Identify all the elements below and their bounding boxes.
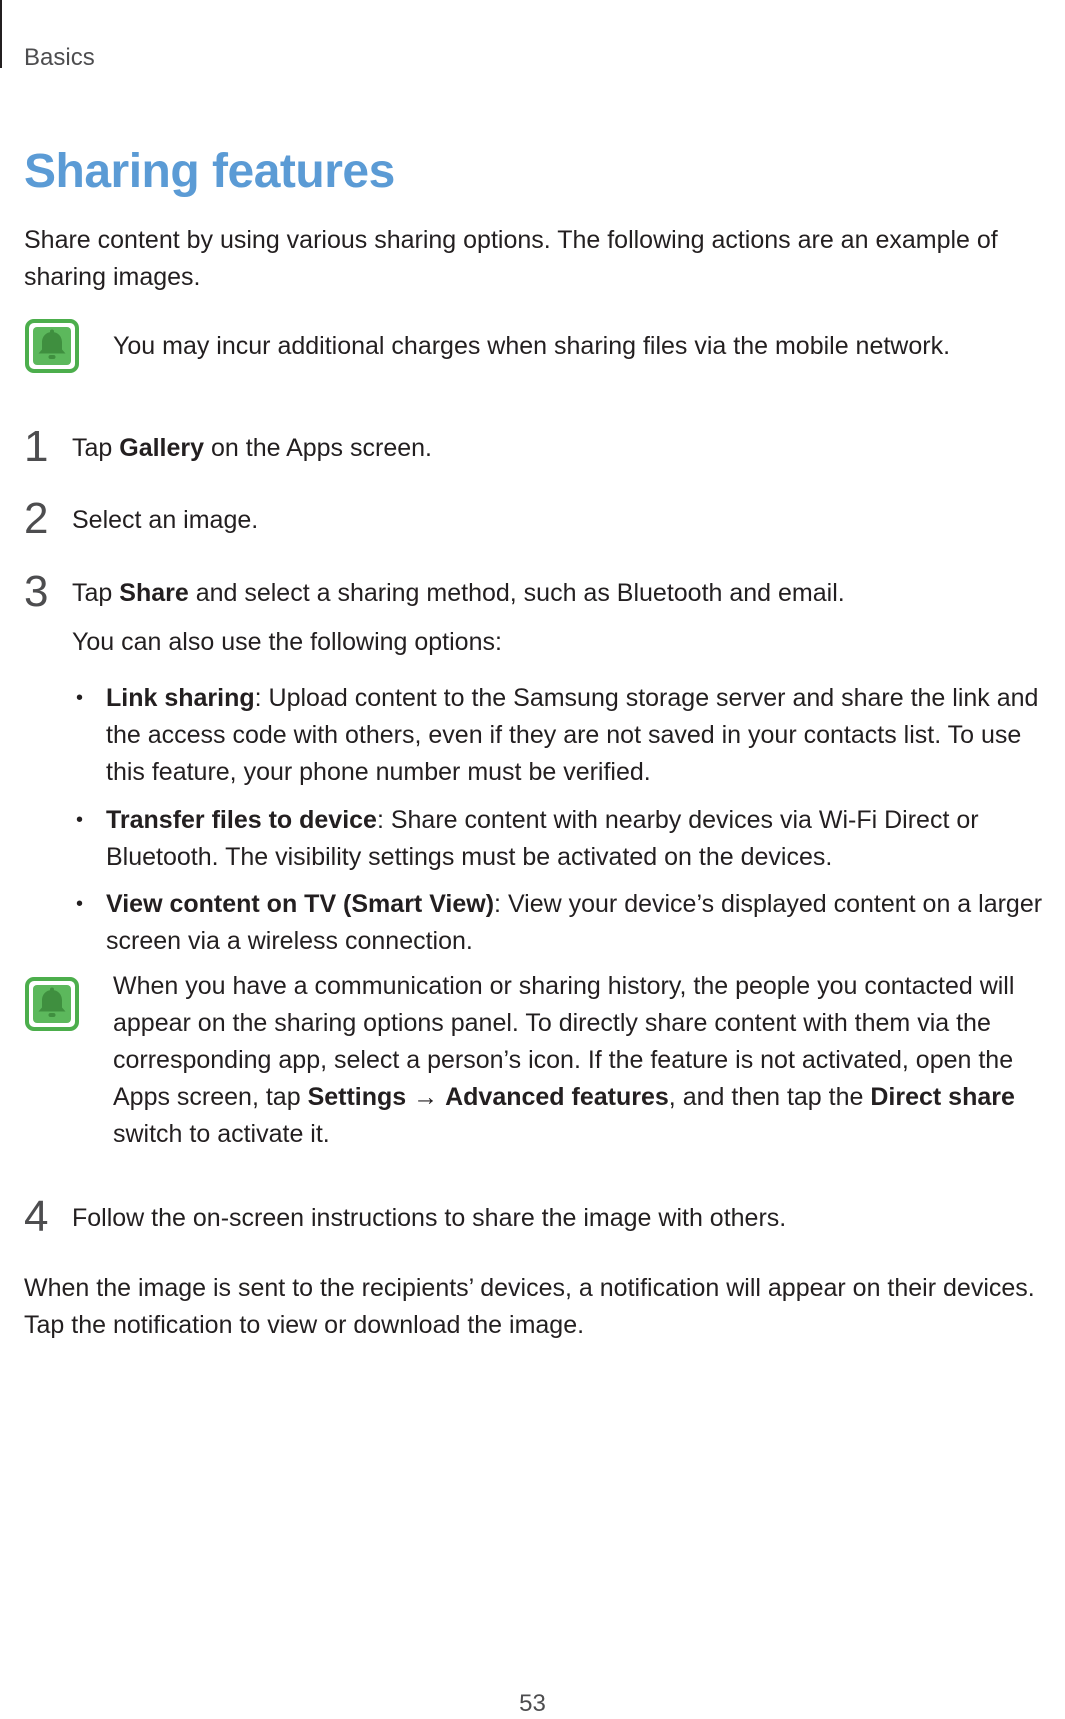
- step-number: 4: [24, 1192, 49, 1241]
- bullet-bold: View content on TV (Smart View): [106, 890, 495, 918]
- step-text: [72, 575, 1052, 612]
- step-number: 2: [24, 494, 49, 543]
- section-header: Basics: [24, 44, 95, 71]
- bullet-dot: •: [76, 893, 84, 915]
- step-3: [24, 567, 1054, 616]
- note-text-part: switch to activate it.: [113, 1120, 330, 1148]
- bullet-bold: Transfer files to device: [106, 806, 377, 834]
- bell-notice-icon: [24, 318, 80, 374]
- step-number: 1: [24, 422, 49, 471]
- bullet-dot: •: [76, 687, 84, 709]
- note-direct-share-text: [113, 968, 1058, 1153]
- bullet-text: [106, 886, 1065, 960]
- header-rule: [0, 0, 2, 68]
- bullet-transfer-files: [72, 802, 1062, 878]
- note-charges-text: You may incur additional charges when sharing files via the mobile network.: [113, 332, 951, 360]
- step-text: Follow the on-screen instructions to share the image with others.: [72, 1204, 787, 1232]
- step-text-bold: Share: [119, 579, 189, 607]
- step-text-post: and select a sharing method, such as Bluetooth and email.: [188, 579, 845, 607]
- note-charges: [24, 318, 1054, 374]
- step-text: Select an image.: [72, 506, 259, 534]
- bullet-smart-view: [72, 886, 1062, 962]
- bullet-dot: •: [76, 809, 84, 831]
- note-bold-direct-share: Direct share: [870, 1083, 1015, 1111]
- note-text-part: When you have a communication or sharing history, the people you contacted will appear on the sharing options panel. To directly share content with them via the corresponding app, select a person’s icon. If the feature is not activated, open the Apps screen, tap: [113, 972, 1015, 1111]
- bullet-link-sharing: [72, 680, 1062, 792]
- bullet-body: : Share content with nearby devices via Wi-Fi Direct or Bluetooth. The visibility settings must be activated on the devices.: [106, 806, 979, 871]
- bullet-bold: Link sharing: [106, 684, 255, 712]
- step-2: [24, 494, 1054, 543]
- options-intro: You can also use the following options:: [72, 628, 502, 656]
- page-number: 53: [519, 1690, 546, 1717]
- step-text-pre: Tap: [72, 579, 120, 607]
- bell-notice-icon: [24, 976, 80, 1032]
- bullet-body: : Upload content to the Samsung storage server and share the link and the access code with others, even if they are not saved in your contacts list. To use this feature, your phone number must be verified.: [106, 684, 1039, 786]
- step-4: [24, 1192, 1054, 1241]
- page-title: Sharing features: [24, 145, 395, 198]
- bullet-text: [106, 802, 1065, 876]
- step-text-bold: Gallery: [119, 434, 205, 462]
- step-text-post: on the Apps screen.: [204, 434, 432, 462]
- note-text-part: , and then tap the: [668, 1083, 871, 1111]
- step-number: 3: [24, 567, 49, 616]
- note-bold-settings: Settings: [307, 1083, 407, 1111]
- arrow-separator: →: [406, 1083, 446, 1111]
- note-bold-advanced: Advanced features: [445, 1083, 669, 1111]
- bullet-body: : View your device’s displayed content on a larger screen via a wireless connection.: [106, 890, 1043, 955]
- outro-paragraph: When the image is sent to the recipients’ devices, a notification will appear on their devices. Tap the notification to view or download the image.: [24, 1274, 1035, 1339]
- bullet-text: [106, 680, 1065, 791]
- step-text: [72, 430, 1052, 467]
- intro-paragraph: Share content by using various sharing options. The following actions are an example of sharing images.: [24, 226, 998, 291]
- step-1: [24, 422, 1054, 471]
- step-text-pre: Tap: [72, 434, 120, 462]
- note-direct-share: [24, 972, 1054, 1166]
